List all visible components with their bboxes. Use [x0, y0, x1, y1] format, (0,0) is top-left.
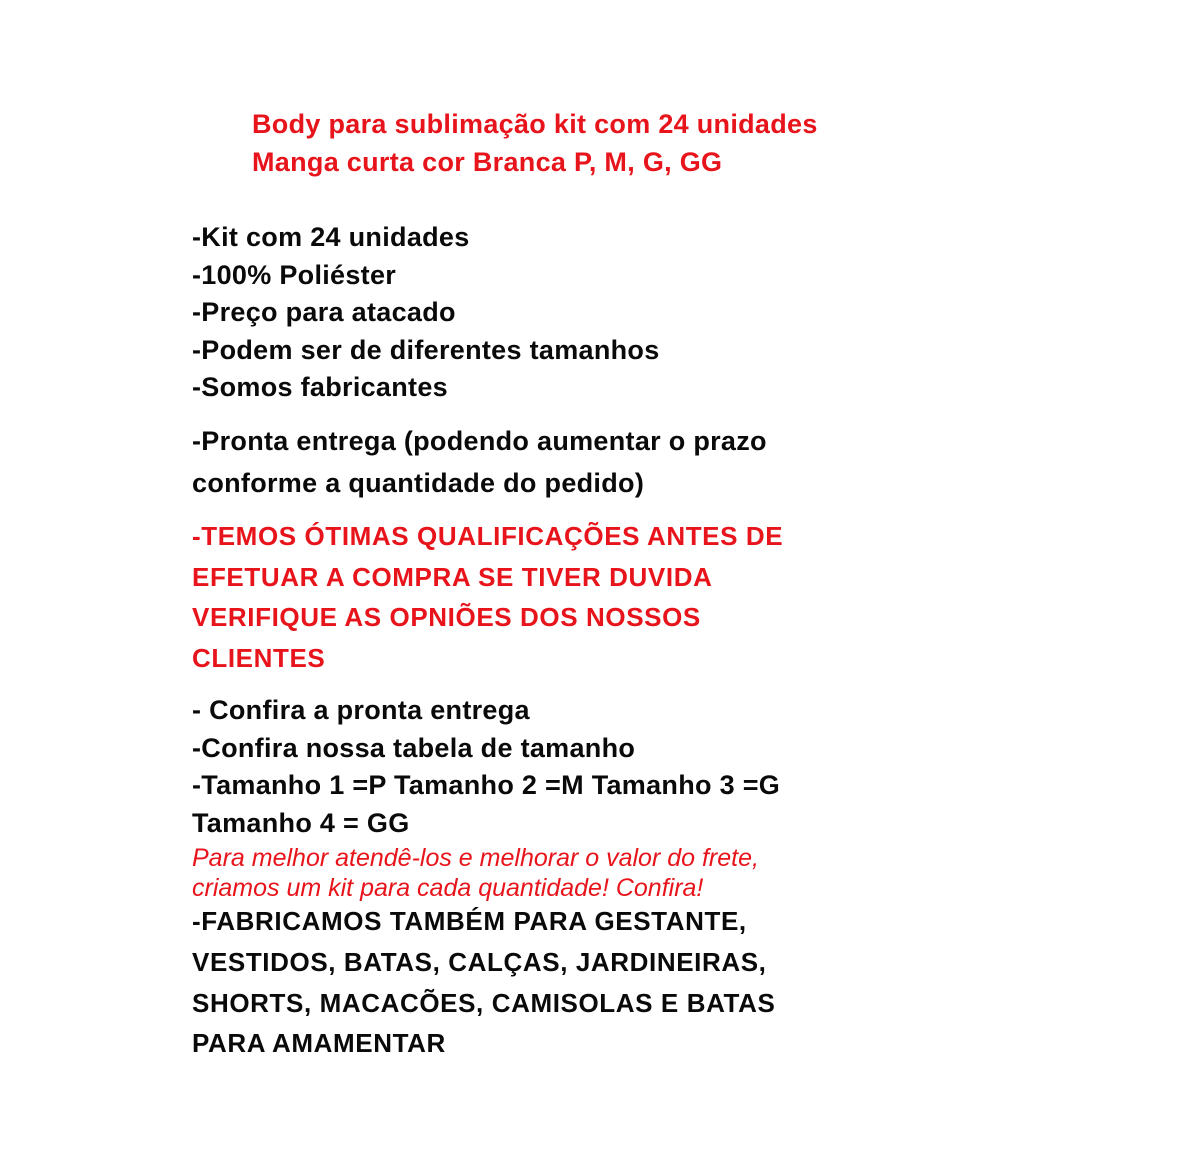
- products-line: SHORTS, MACACÕES, CAMISOLAS E BATAS: [192, 988, 776, 1018]
- qualifications-line: VERIFIQUE AS OPNIÕES DOS NOSSOS: [192, 602, 701, 632]
- qualifications-line: EFETUAR A COMPRA SE TIVER DUVIDA: [192, 562, 713, 592]
- delivery-line-2: conforme a quantidade do pedido): [192, 468, 645, 498]
- products-line: VESTIDOS, BATAS, CALÇAS, JARDINEIRAS,: [192, 947, 767, 977]
- sizes-line: Tamanho 4 = GG: [192, 808, 410, 838]
- feature-item: -100% Poliéster: [192, 260, 397, 290]
- sizes-line: -Tamanho 1 =P Tamanho 2 =M Tamanho 3 =G: [192, 770, 781, 800]
- products-line: PARA AMAMENTAR: [192, 1028, 446, 1058]
- feature-item: -Podem ser de diferentes tamanhos: [192, 335, 660, 365]
- shipping-note-line: criamos um kit para cada quantidade! Confira!: [192, 874, 704, 902]
- feature-item: -Somos fabricantes: [192, 372, 448, 402]
- feature-item: -Preço para atacado: [192, 297, 456, 327]
- sizes-line: -Confira nossa tabela de tamanho: [192, 733, 636, 763]
- feature-item: -Kit com 24 unidades: [192, 222, 470, 252]
- title-line-1: Body para sublimação kit com 24 unidades: [252, 109, 818, 139]
- delivery-line-1: -Pronta entrega (podendo aumentar o prazo: [192, 426, 767, 456]
- qualifications-line: -TEMOS ÓTIMAS QUALIFICAÇÕES ANTES DE: [192, 521, 784, 551]
- title-line-2: Manga curta cor Branca P, M, G, GG: [252, 147, 723, 177]
- shipping-note-line: Para melhor atendê-los e melhorar o valor do frete,: [192, 844, 759, 872]
- products-line: -FABRICAMOS TAMBÉM PARA GESTANTE,: [192, 906, 747, 936]
- qualifications-line: CLIENTES: [192, 643, 326, 673]
- sizes-line: - Confira a pronta entrega: [192, 695, 530, 725]
